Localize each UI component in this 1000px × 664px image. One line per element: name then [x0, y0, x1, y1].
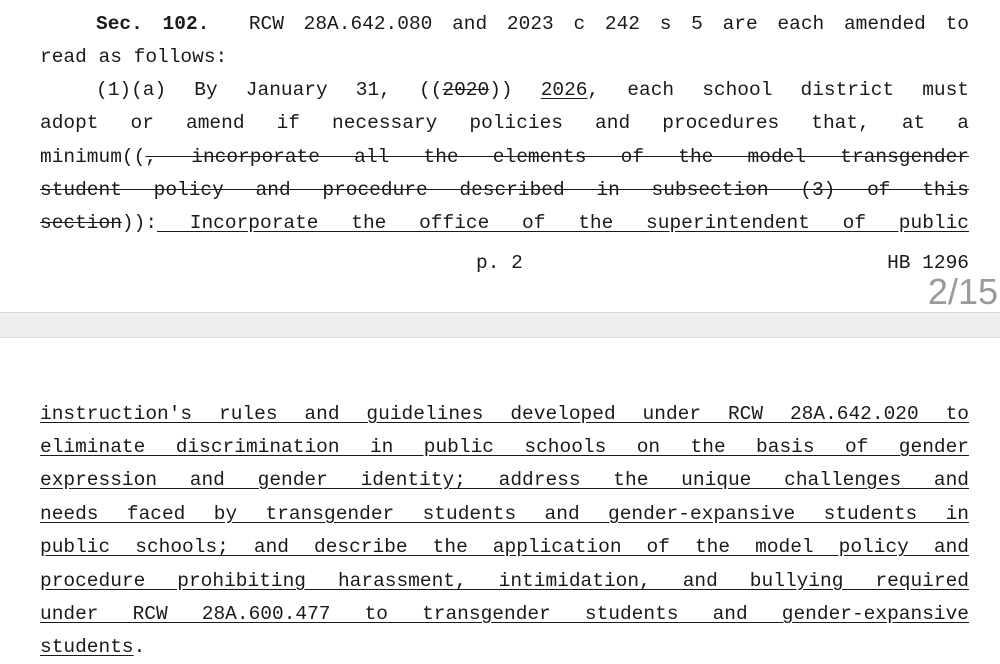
text-run: , each school district must: [587, 79, 970, 101]
inserted-line: procedure prohibiting harassment, intimidation, and bullying required: [40, 570, 969, 592]
page-separator: [0, 312, 1000, 338]
body-line: [40, 141, 969, 174]
document-page-2: [0, 0, 1000, 312]
inserted-text: students: [40, 636, 134, 658]
page-counter: 2/15: [927, 271, 998, 312]
struck-text: section: [40, 212, 122, 234]
body-line: read as follows:: [40, 46, 228, 68]
text-run: .: [133, 636, 146, 658]
section-amendment-text: RCW 28A.642.080 and 2023 c 242 s 5 are each amended to: [248, 13, 969, 35]
bill-number: HB 1296: [887, 252, 969, 274]
subsection-1a-line: [96, 74, 969, 107]
document-page-3: [0, 338, 1000, 661]
section-number: Sec. 102.: [96, 13, 210, 35]
body-line: [40, 207, 969, 240]
section-heading-line: [96, 8, 969, 41]
inserted-line: instruction's rules and guidelines developed under RCW 28A.642.020 to: [40, 403, 969, 425]
struck-text: student policy and procedure described in subsection (3) of this: [40, 179, 969, 201]
struck-text: , incorporate all the elements of the model transgender: [145, 146, 969, 168]
inserted-line: expression and gender identity; address the unique challenges and: [40, 469, 969, 491]
inserted-year: 2026: [540, 79, 588, 101]
text-run: (1)(a) By January 31, ((: [96, 79, 443, 101]
body-line: [40, 174, 969, 207]
text-run: minimum((: [40, 146, 146, 168]
text-run: )): [489, 79, 541, 101]
page-number: p. 2: [476, 252, 523, 274]
inserted-line: under RCW 28A.600.477 to transgender students and gender-expansive: [40, 603, 969, 625]
body-line: adopt or amend if necessary policies and procedures that, at a: [40, 112, 969, 134]
inserted-line: needs faced by transgender students and gender-expansive students in: [40, 503, 969, 525]
inserted-line: public schools; and describe the application of the model policy and: [40, 536, 969, 558]
inserted-text: Incorporate the office of the superintendent of public: [157, 212, 969, 234]
inserted-line-last: [40, 631, 969, 664]
struck-year: 2020: [442, 79, 490, 101]
inserted-line: eliminate discrimination in public schools on the basis of gender: [40, 436, 969, 458]
text-run: )):: [121, 212, 158, 234]
